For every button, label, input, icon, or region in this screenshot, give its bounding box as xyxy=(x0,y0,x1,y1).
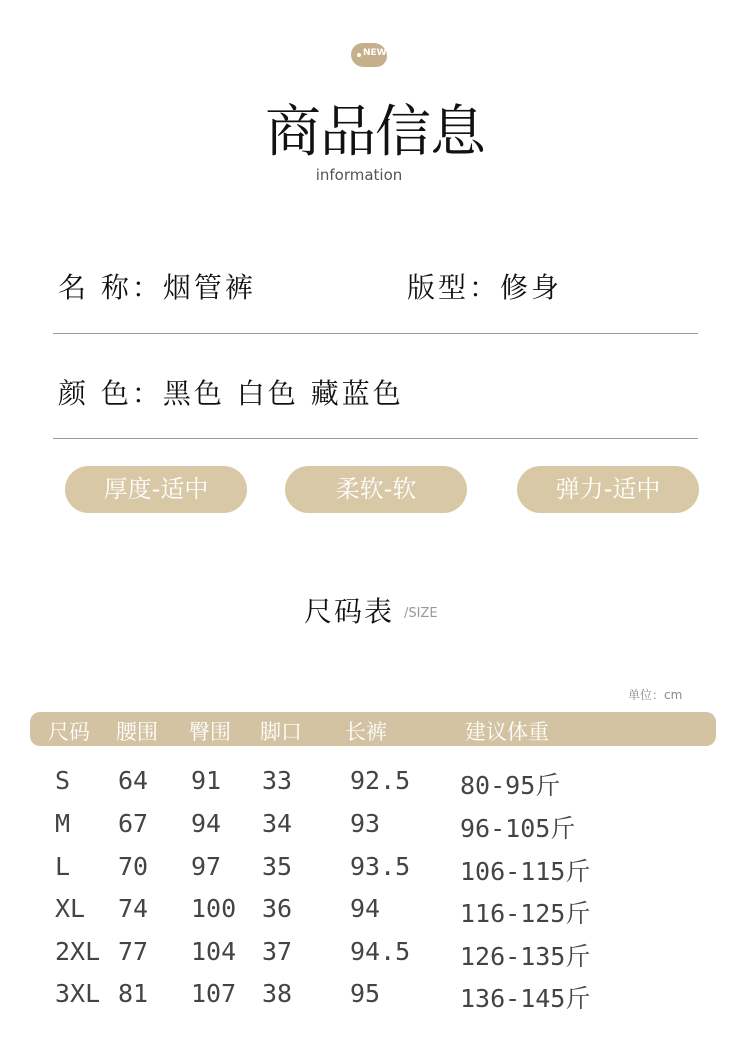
table-cell: 116-125斤 xyxy=(460,899,591,928)
table-cell: 106-115斤 xyxy=(460,857,591,886)
table-cell: 74 xyxy=(118,894,149,923)
table-cell: 92.5 xyxy=(350,766,411,795)
table-cell: L xyxy=(55,852,71,881)
product-color: 颜 色：黑色 白色 藏蓝色 xyxy=(58,377,404,410)
table-cell: 93.5 xyxy=(350,852,411,881)
table-cell: 93 xyxy=(350,809,381,838)
column-header-size: 尺码 xyxy=(48,720,90,744)
column-header-waist: 腰围 xyxy=(116,720,158,744)
table-cell: XL xyxy=(55,894,86,923)
badge-text: NEW xyxy=(363,48,387,58)
column-header-hem: 脚口 xyxy=(260,720,302,744)
page-subtitle: information xyxy=(315,166,403,184)
size-chart-title: 尺码表 xyxy=(304,595,395,628)
table-cell: 33 xyxy=(262,766,293,795)
attribute-elasticity: 弹力-适中 xyxy=(517,466,699,513)
table-cell: 38 xyxy=(262,979,293,1008)
table-cell: 3XL xyxy=(55,979,101,1008)
new-badge xyxy=(351,43,387,67)
size-chart-subtitle: /SIZE xyxy=(404,606,438,621)
table-cell: 35 xyxy=(262,852,293,881)
badge-dot-icon xyxy=(357,53,361,57)
table-cell: 80-95斤 xyxy=(460,771,561,800)
table-cell: M xyxy=(55,809,71,838)
column-header-weight: 建议体重 xyxy=(465,720,549,744)
page-title: 商品信息 xyxy=(265,100,485,165)
table-cell: 104 xyxy=(191,937,237,966)
column-header-hip: 臀围 xyxy=(189,720,231,744)
table-cell: 126-135斤 xyxy=(460,942,591,971)
table-cell: 70 xyxy=(118,852,149,881)
table-cell: 64 xyxy=(118,766,149,795)
table-cell: 37 xyxy=(262,937,293,966)
table-cell: 91 xyxy=(191,766,222,795)
table-cell: 97 xyxy=(191,852,222,881)
table-cell: 107 xyxy=(191,979,237,1008)
table-cell: 94 xyxy=(350,894,381,923)
table-cell: 2XL xyxy=(55,937,101,966)
product-name: 名 称：烟管裤 xyxy=(58,271,256,304)
attribute-softness: 柔软-软 xyxy=(285,466,467,513)
table-cell: 100 xyxy=(191,894,237,923)
table-cell: 96-105斤 xyxy=(460,814,576,843)
table-cell: 34 xyxy=(262,809,293,838)
table-cell: 36 xyxy=(262,894,293,923)
attribute-thickness: 厚度-适中 xyxy=(65,466,247,513)
table-cell: S xyxy=(55,766,71,795)
table-cell: 94 xyxy=(191,809,222,838)
table-cell: 81 xyxy=(118,979,149,1008)
table-cell: 67 xyxy=(118,809,149,838)
divider xyxy=(53,438,698,439)
table-cell: 95 xyxy=(350,979,381,1008)
unit-label: 单位：cm xyxy=(628,688,683,702)
table-cell: 136-145斤 xyxy=(460,984,591,1013)
column-header-length: 长裤 xyxy=(345,720,387,744)
table-cell: 94.5 xyxy=(350,937,411,966)
product-fit: 版型：修身 xyxy=(407,271,563,304)
table-cell: 77 xyxy=(118,937,149,966)
divider xyxy=(53,333,698,334)
